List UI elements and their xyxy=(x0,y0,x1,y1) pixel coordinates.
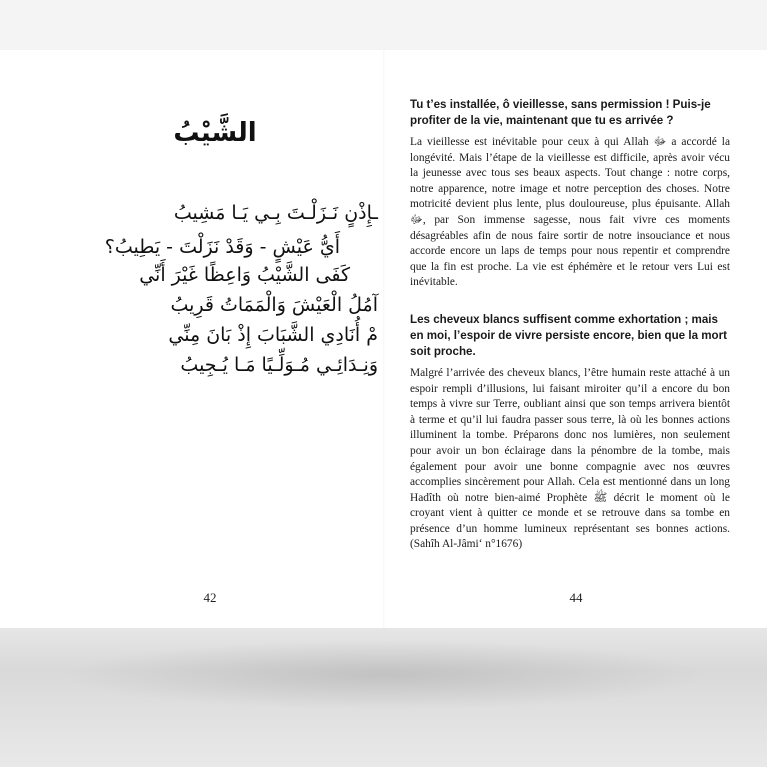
verse-line: آمُلُ الْعَيْشَ وَالْمَمَاتُ قَرِيبُ xyxy=(170,294,378,316)
body-paragraph: Malgré l’arrivée des cheveux blancs, l’être humain reste attaché à un espoir rempli d’illusions, lui faisant miroiter qu’il a encore du bon temps à vivre sur Terre, oubliant ainsi que son temps arrivera bientôt à terme et qu’il lui faudra passer sous terre, là où les bonnes actions illuminent la tombe. Préparons donc nos lumières, non seulement pour avoir un bon éclairage dans la pénombre de la tombe, mais également pour avoir une bonne compagnie avec nos œuvres accomplies sincèrement pour Allah. Cela est mentionné dans un long Hadîth où notre bien-aimé Prophète ﷺ décrit le moment où le croyant vient à quitter ce monde et se retrouve dans sa tombe en présence d’un homme lumineux représentant ses bonnes actions. (Sahîh Al-Jâmi‘ n°1676) xyxy=(410,366,730,551)
verse-line: وَنِـدَائِـي مُـوَلِّـيًا مَـا يُـجِيبُ xyxy=(180,354,378,376)
floor-shadow xyxy=(60,640,710,710)
page-number-right: 44 xyxy=(569,590,583,605)
verse-line: ـإِذْنٍ نَـزَلْـتَ بِـي يَـا مَشِيبُ xyxy=(173,202,378,224)
verse-line: كَفَى الشَّيْبُ وَاعِظًا غَيْرَ أَنِّي xyxy=(139,264,350,286)
page-number-left: 42 xyxy=(203,590,217,605)
background-top xyxy=(0,0,767,50)
verse-line: مْ أُنَادِي الشَّبَابَ إِذْ بَانَ مِنِّي xyxy=(168,324,378,346)
poem-title: الشَّيْبُ xyxy=(173,118,257,148)
right-page-text xyxy=(410,97,730,553)
verse-line: أَيُّ عَيْشٍ - وَقَدْ نَزَلْتَ - يَطِيبُ؟ xyxy=(104,236,340,258)
body-paragraph: La vieillesse est inévitable pour ceux à qui Allah ﷻ a accordé la longévité. Mais l’étape de la vieillesse est difficile, après avoir vécu la jeunesse avec tous ses beaux aspects. Tout change : notre corps, notre apparence, notre image et notre perception des choses. Notre motricité devient plus lente, plus douloureuse, plus épuisante. Allah ﷻ, par Son immense sagesse, nous fait vivre ces moments désagréables afin de nous faire sortir de notre insouciance et nous accorde encore un laps de temps pour nous repentir et comprendre que la fin est proche. La vie est éphémère et le retour vers Lui est inévitable. xyxy=(410,136,730,289)
section-heading: Les cheveux blancs suffisent comme exhortation ; mais en moi, l’espoir de vivre persiste encore, bien que la mort soit proche. xyxy=(410,312,727,358)
section-heading: Tu t’es installée, ô vieillesse, sans permission ! Puis-je profiter de la vie, maintenant que tu es arrivée ? xyxy=(410,98,711,127)
page-fold xyxy=(383,50,385,628)
